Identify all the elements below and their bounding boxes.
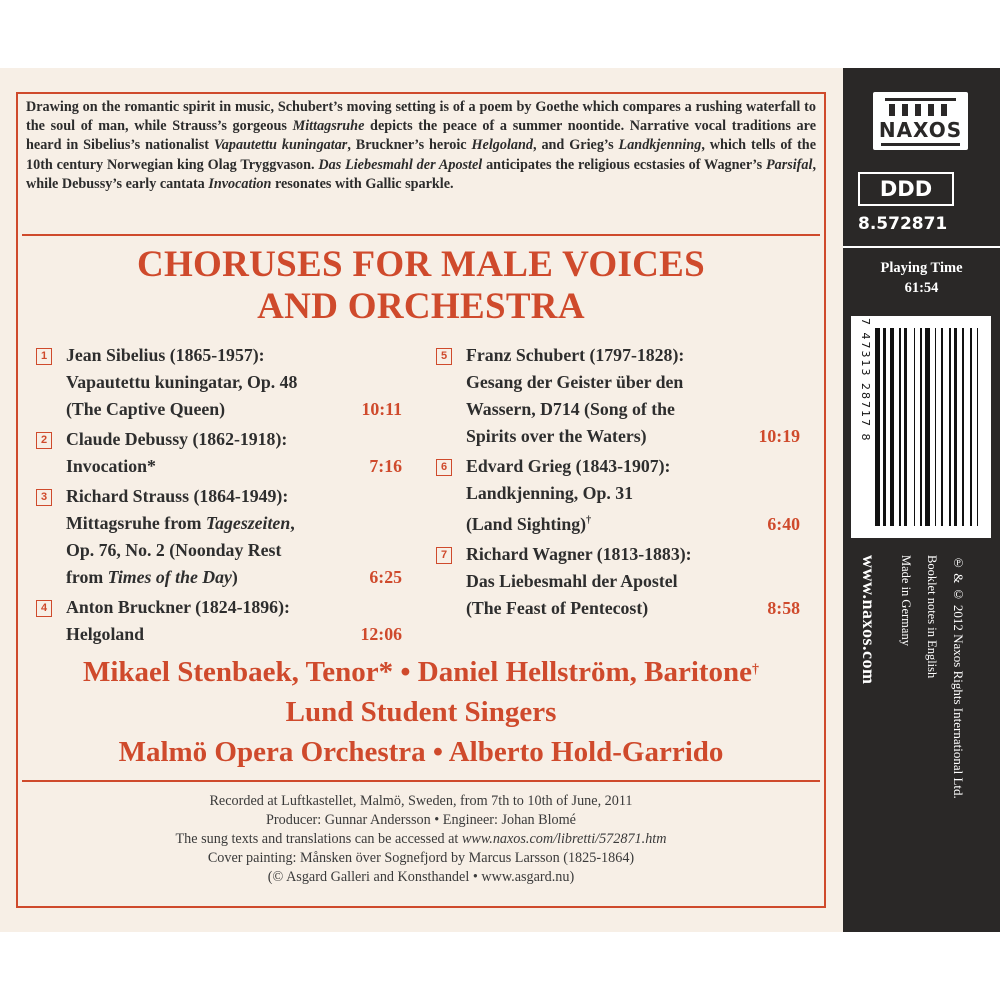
track-duration: 7:16 — [369, 456, 402, 476]
track-work: Helgoland — [66, 624, 145, 644]
track-work: Op. 76, No. 2 (Noonday Rest — [66, 540, 282, 560]
track-item — [436, 453, 800, 538]
divider — [22, 234, 820, 236]
track-composer: Anton Bruckner (1824-1896): — [66, 597, 290, 617]
catalog-number: 8.572871 — [858, 214, 948, 234]
track-duration: 6:25 — [369, 567, 402, 587]
track-work: (The Captive Queen) — [66, 399, 226, 419]
track-composer: Edvard Grieg (1843-1907): — [466, 456, 671, 476]
intro-paragraph: Drawing on the romantic spirit in music, Schubert’s moving setting is of a poem by Goethe which compares a rushing waterfall to the soul of man, while Strauss’s gorgeous Mittagsruhe depicts the peace of a summer noontide. Narrative vocal traditions are heard in Sibelius’s nationalist Vapautettu kuningatar, Bruckner’s heroic Helgoland, and Grieg’s Landkjenning, which tells of the 10th century Norwegian king Olag Tryggvason. Das Liebesmahl der Apostel anticipates the religious ecstasies of Wagner’s Parsifal, while Debussy’s early cantata Invocation resonates with Gallic sparkle. — [26, 99, 816, 192]
track-composer: Richard Wagner (1813-1883): — [466, 543, 692, 564]
playing-time-label: Playing Time — [880, 260, 963, 276]
track-item — [36, 342, 402, 423]
track-work: Gesang der Geister über den — [466, 372, 684, 392]
track-work: Spirits over the Waters) — [466, 426, 647, 446]
track-number: 2 — [36, 432, 52, 449]
barcode — [851, 316, 991, 538]
made-in: Made in Germany — [899, 555, 913, 646]
credit-line: The sung texts and translations can be accessed at www.naxos.com/libretti/572871.htm — [175, 831, 667, 847]
track-work: Vapautettu kuningatar, Op. 48 — [66, 372, 298, 392]
track-work: Das Liebesmahl der Apostel — [466, 570, 678, 591]
track-work: (Land Sighting)† — [466, 513, 592, 534]
track-work: Mittagsruhe from Tageszeiten, — [66, 513, 295, 533]
track-duration: 8:58 — [767, 597, 800, 618]
choir: Lund Student Singers — [285, 696, 557, 728]
album-title-line: AND ORCHESTRA — [257, 286, 585, 327]
credit-line: Producer: Gunnar Andersson • Engineer: Johan Blomé — [266, 812, 576, 828]
track-number: 5 — [436, 348, 452, 365]
track-item — [436, 541, 800, 622]
divider — [22, 780, 820, 782]
credit-line: Recorded at Luftkastellet, Malmö, Sweden, from 7th to 10th of June, 2011 — [209, 793, 633, 809]
soloists: Mikael Stenbaek, Tenor* • Daniel Hellström, Baritone† — [82, 656, 760, 688]
orchestra-conductor: Malmö Opera Orchestra • Alberto Hold-Garrido — [118, 736, 724, 768]
track-number: 6 — [436, 459, 452, 476]
spine-divider — [843, 246, 1000, 248]
track-duration: 12:06 — [360, 624, 402, 644]
track-number: 7 — [436, 547, 452, 564]
track-duration: 6:40 — [767, 513, 800, 534]
track-duration: 10:19 — [758, 426, 800, 446]
track-item — [36, 426, 402, 480]
barcode-number: 7 47313 28717 8 — [859, 318, 872, 443]
track-work: Landkjenning, Op. 31 — [466, 483, 634, 503]
copyright: ℗ & © 2012 Naxos Rights International Ltd. — [951, 555, 966, 799]
credit-line: (© Asgard Galleri and Konsthandel • www.asgard.nu) — [267, 869, 575, 885]
recording-credits — [26, 792, 816, 887]
track-number: 1 — [36, 348, 52, 365]
track-duration: 10:11 — [361, 399, 402, 419]
track-work: Wassern, D714 (Song of the — [466, 399, 675, 419]
track-list-left — [36, 342, 402, 651]
album-title-line: CHORUSES FOR MALE VOICES — [136, 244, 706, 285]
album-title — [26, 244, 816, 328]
track-number: 4 — [36, 600, 52, 617]
ddd-badge: DDD — [858, 172, 954, 206]
track-composer: Jean Sibelius (1865-1957): — [66, 345, 265, 365]
track-item — [36, 483, 402, 591]
performers — [26, 652, 816, 772]
playing-time-value: 61:54 — [904, 280, 939, 296]
track-number: 3 — [36, 489, 52, 506]
credit-line: Cover painting: Månsken över Sognefjord by Marcus Larsson (1825-1864) — [207, 850, 635, 866]
naxos-logo: NAXOS — [873, 92, 968, 150]
track-work: Invocation* — [66, 456, 156, 476]
track-work: (The Feast of Pentecost) — [466, 597, 649, 618]
temple-icon — [885, 98, 956, 117]
track-item — [36, 594, 402, 648]
playing-time — [843, 258, 1000, 298]
track-item — [436, 342, 800, 450]
track-composer: Franz Schubert (1797-1828): — [466, 345, 685, 365]
booklet-notes: Booklet notes in English — [925, 555, 939, 679]
website: www.naxos.com — [859, 555, 879, 685]
track-list-right — [436, 342, 800, 625]
track-composer: Richard Strauss (1864-1949): — [66, 486, 289, 506]
track-composer: Claude Debussy (1862-1918): — [66, 429, 288, 449]
track-work: from Times of the Day) — [66, 567, 238, 587]
